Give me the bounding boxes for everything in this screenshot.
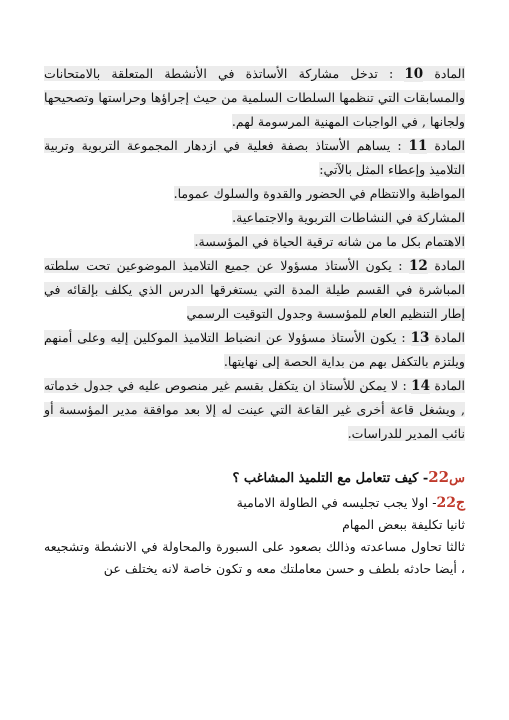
article-body: : يكون الأستاذ مسؤولا عن جميع التلاميذ الموضوعين تحت سلطته المباشرة في القسم طيلة المدة التي يستغرقها الدرس الذي يكلف بإلقائه في إطار التنظيم العام للمؤسسة وجدول التوقيت الرسمي <box>44 258 465 321</box>
answer-text: ثانيا تكليفة ببعض المهام <box>342 517 465 532</box>
answer-text: ثالثا تحاول مساعدته وذالك بصعود على السبورة والمحاولة في الانشطة وتشجيعه ، أيضا حادثه بلطف و حسن معاملتك معه و تكون خاصة لانه يختلف عن <box>44 539 465 576</box>
article-lead: المادة <box>427 138 465 153</box>
list-item-text: المشاركة في النشاطات التربوية والاجتماعية. <box>232 210 465 225</box>
article-body: : لا يمكن للأستاذ ان يتكفل بقسم غير منصوص عليه في جدول خدماته , ويشغل قاعة أخرى غير القاعة التي عينت له إلا بعد موافقة مدير المؤسسة أو نائب المدير للدراسات. <box>44 378 465 441</box>
question-prefix: س <box>449 471 465 486</box>
article-lead: المادة <box>429 378 465 393</box>
article-10 <box>44 62 465 134</box>
answer-number: 22 <box>436 495 456 511</box>
answer-text: - اولا يجب تجليسه في الطاولة الامامية <box>236 495 437 510</box>
article-body: : يساهم الأستاذ بصفة فعلية في ازدهار المجموعة التربوية وتربية التلاميذ وإعطاء المثل بالآتي: <box>44 138 465 177</box>
answer-prefix: ج <box>455 495 465 511</box>
article-number: 12 <box>409 258 428 274</box>
list-item <box>44 230 465 254</box>
article-number: 11 <box>408 138 428 154</box>
answer-line-2 <box>44 514 465 536</box>
question-answer-block <box>44 464 465 580</box>
list-item <box>44 182 465 206</box>
article-number: 13 <box>410 330 430 346</box>
article-number: 10 <box>404 66 424 82</box>
question-number: 22 <box>428 468 450 486</box>
article-lead: المادة <box>427 258 465 273</box>
article-12 <box>44 254 465 326</box>
list-item-text: المواظبة والانتظام في الحضور والقدوة والسلوك عموما. <box>173 186 465 201</box>
answer-line-3 <box>44 536 465 580</box>
article-body: : يكون الأستاذ مسؤولا عن انضباط التلاميذ الموكلين إليه وعلى أمنهم ويلتزم بالتكفل بهم من بداية الحصة إلى نهايتها. <box>44 330 465 369</box>
article-body: : تدخل مشاركة الأساتذة في الأنشطة المتعلقة بالامتحانات والمسابقات التي تنظمها السلطات السلمية من حيث إجراؤها وحراستها وتصحيحها ولجانها , في الواجبات المهنية المرسومة لهم. <box>44 66 465 129</box>
article-number: 14 <box>411 378 430 394</box>
question-heading <box>44 464 465 492</box>
list-item-text: الاهتمام بكل ما من شانه ترقية الحياة في المؤسسة. <box>194 234 465 249</box>
list-item <box>44 206 465 230</box>
answer-line-1 <box>44 492 465 514</box>
question-text: - كيف تتعامل مع التلميذ المشاغب ؟ <box>232 471 429 486</box>
article-lead: المادة <box>423 66 465 81</box>
article-13 <box>44 326 465 374</box>
article-lead: المادة <box>429 330 465 345</box>
article-14 <box>44 374 465 446</box>
article-11 <box>44 134 465 182</box>
